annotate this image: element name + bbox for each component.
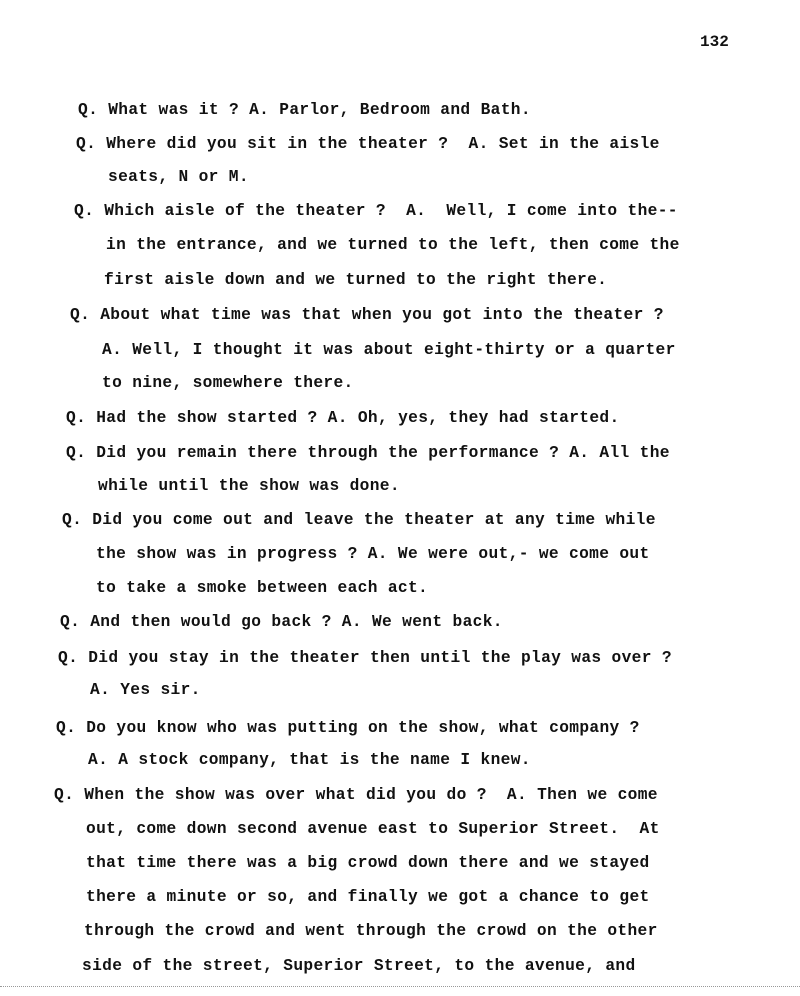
transcript-line: seats, N or M.: [108, 168, 249, 186]
transcript-line: Q. When the show was over what did you do ? A. Then we come: [54, 786, 658, 804]
transcript-line: that time there was a big crowd down there and we stayed: [86, 854, 650, 872]
transcript-line: A. Yes sir.: [90, 681, 201, 699]
transcript-line: to nine, somewhere there.: [102, 374, 354, 392]
transcript-line: the show was in progress ? A. We were out,- we come out: [96, 545, 650, 563]
transcript-line: first aisle down and we turned to the right there.: [104, 271, 608, 289]
transcript-line: Q. Had the show started ? A. Oh, yes, they had started.: [66, 409, 620, 427]
transcript-line: side of the street, Superior Street, to the avenue, and: [82, 957, 636, 975]
transcript-line: A. Well, I thought it was about eight-thirty or a quarter: [102, 341, 676, 359]
transcript-line: through the crowd and went through the crowd on the other: [84, 922, 658, 940]
transcript-line: out, come down second avenue east to Superior Street. At: [86, 820, 660, 838]
transcript-line: Q. And then would go back ? A. We went back.: [60, 613, 503, 631]
transcript-line: Q. Did you remain there through the performance ? A. All the: [66, 444, 670, 462]
transcript-line: Q. About what time was that when you got into the theater ?: [70, 306, 664, 324]
transcript-line: Q. Do you know who was putting on the show, what company ?: [56, 719, 640, 737]
transcript-line: while until the show was done.: [98, 477, 400, 495]
page-bottom-edge: [0, 986, 800, 987]
transcript-line: there a minute or so, and finally we got a chance to get: [86, 888, 650, 906]
transcript-line: Q. Which aisle of the theater ? A. Well, I come into the--: [74, 202, 678, 220]
transcript-line: Q. Did you come out and leave the theater at any time while: [62, 511, 656, 529]
transcript-line: A. A stock company, that is the name I knew.: [88, 751, 531, 769]
transcript-line: Q. What was it ? A. Parlor, Bedroom and Bath.: [78, 101, 531, 119]
transcript-line: Q. Did you stay in the theater then until the play was over ?: [58, 649, 672, 667]
transcript-line: in the entrance, and we turned to the left, then come the: [106, 236, 680, 254]
transcript-line: to take a smoke between each act.: [96, 579, 429, 597]
page-number: 132: [700, 33, 729, 51]
transcript-line: Q. Where did you sit in the theater ? A. Set in the aisle: [76, 135, 660, 153]
